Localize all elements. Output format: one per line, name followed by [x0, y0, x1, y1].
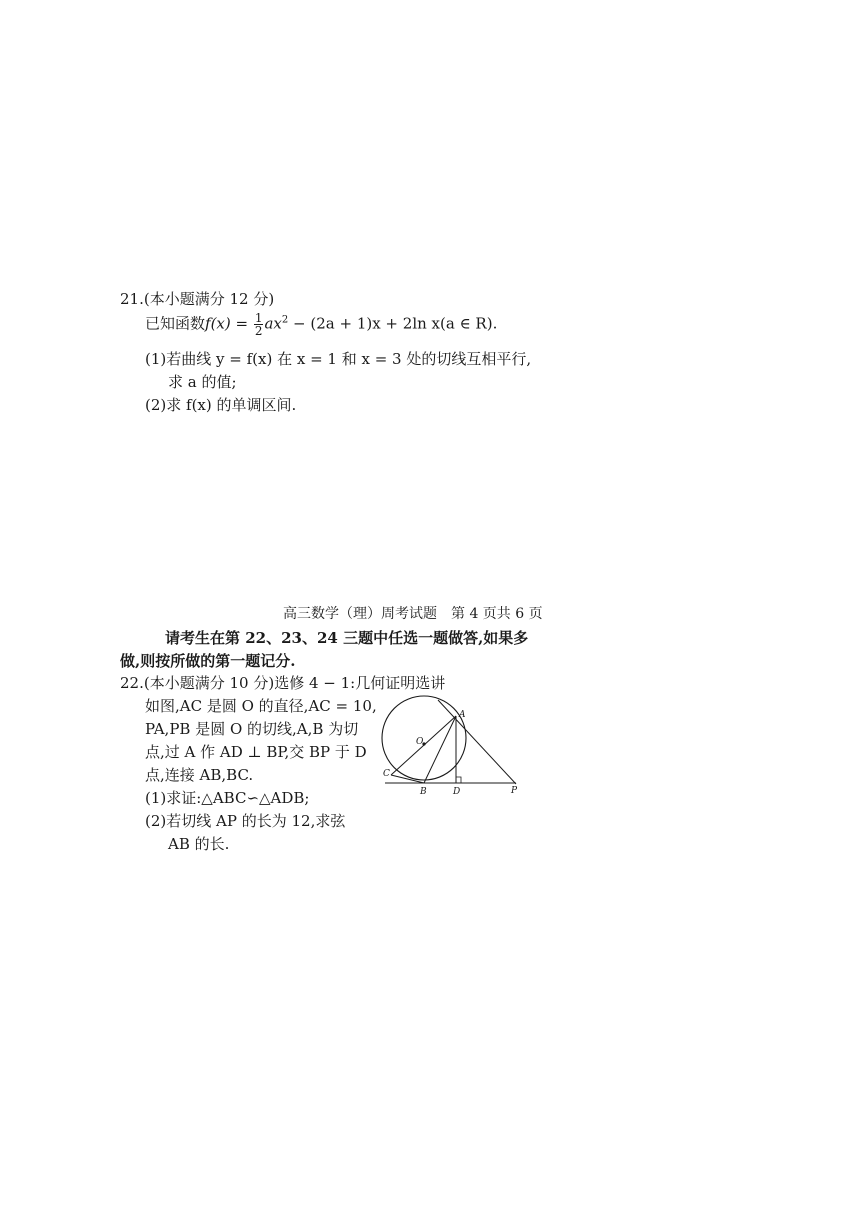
q21-number: 21. — [120, 290, 144, 308]
right-angle-mark — [456, 777, 461, 783]
geometry-figure — [380, 695, 530, 800]
q21-stem-eq: = — [230, 314, 253, 333]
q22-score: (本小题满分 10 分) — [143, 674, 275, 692]
label-a: A — [459, 710, 466, 720]
q22-topic: 选修 4 − 1:几何证明选讲 — [274, 674, 446, 692]
q21-header — [120, 290, 274, 308]
q22-part2-cont: AB 的长. — [168, 835, 230, 853]
q22-part1-label: (1) — [145, 789, 167, 807]
q21-score: (本小题满分 12 分) — [143, 290, 275, 308]
q21-part1-cont: 求 a 的值; — [168, 373, 237, 391]
q22-line-4: 点,连接 AB,BC. — [145, 766, 254, 784]
q22-part1 — [145, 789, 310, 807]
q22-number: 22. — [120, 674, 144, 692]
q21-stem — [145, 312, 497, 337]
q21-stem-fraction — [254, 312, 264, 337]
q21-part1 — [145, 350, 531, 368]
label-p: P — [511, 786, 518, 796]
q22-part2-text: 若切线 AP 的长为 12,求弦 — [166, 812, 346, 830]
q21-stem-sq: 2 — [281, 314, 289, 326]
label-o: O — [416, 737, 424, 747]
q21-stem-fx: f(x) — [205, 314, 231, 333]
q21-stem-ax: ax — [264, 314, 282, 333]
q22-header — [120, 674, 445, 692]
q22-part2 — [145, 812, 345, 830]
q21-stem-rest: − (2a + 1)x + 2ln x(a ∈ R). — [288, 314, 498, 333]
instruction-line2: 做,则按所做的第一题记分. — [120, 652, 296, 670]
q21-frac-num: 1 — [254, 311, 263, 325]
q21-frac-den: 2 — [254, 324, 263, 338]
q21-part2-label: (2) — [145, 396, 167, 414]
q21-part2-text: 求 f(x) 的单调区间. — [166, 396, 297, 414]
q21-stem-pre: 已知函数 — [145, 314, 206, 333]
q21-part1-label: (1) — [145, 350, 167, 368]
page-footer: 高三数学（理）周考试题 第 4 页共 6 页 — [283, 606, 543, 622]
circle-o — [382, 696, 466, 780]
q21-part1-text: 若曲线 y = f(x) 在 x = 1 和 x = 3 处的切线互相平行, — [166, 350, 532, 368]
q22-part2-label: (2) — [145, 812, 167, 830]
q22-line-2: PA,PB 是圆 O 的切线,A,B 为切 — [145, 720, 359, 738]
q22-part1-text: 求证:△ABC∽△ADB; — [166, 789, 310, 807]
label-b: B — [420, 787, 427, 797]
label-d: D — [453, 787, 461, 797]
q22-line-3: 点,过 A 作 AD ⊥ BP,交 BP 于 D — [145, 743, 367, 761]
label-c: C — [383, 769, 390, 779]
instruction-line1: 请考生在第 22、23、24 三题中任选一题做答,如果多 — [165, 629, 529, 647]
chord-ab — [424, 716, 456, 783]
q22-line-1: 如图,AC 是圆 O 的直径,AC = 10, — [145, 697, 377, 715]
q21-part2 — [145, 396, 296, 414]
